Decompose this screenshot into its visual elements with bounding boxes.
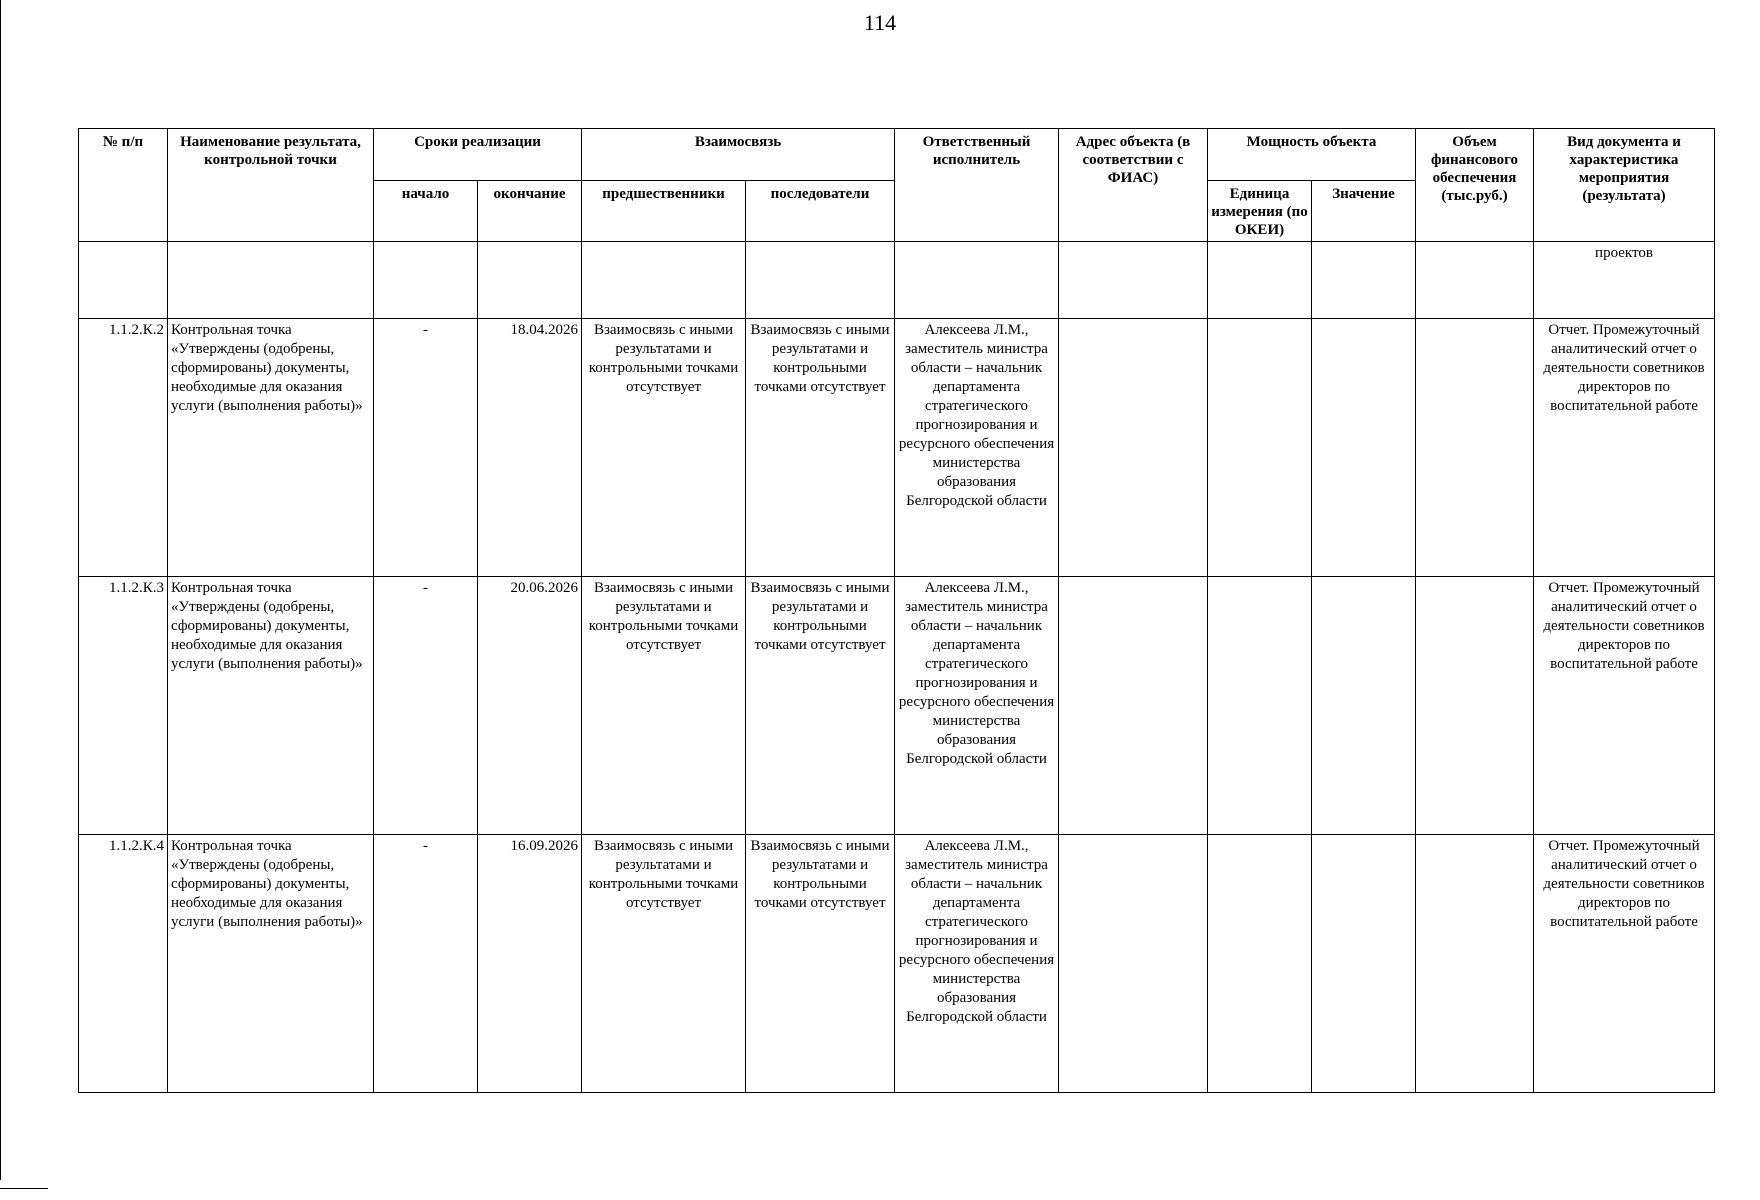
cell-start: -	[374, 319, 478, 577]
cell-successors: Взаимосвязь с иными результатами и контрольными точками отсутствует	[746, 835, 895, 1093]
cell-unit	[1208, 319, 1312, 577]
cell-address	[1059, 835, 1208, 1093]
carry-cell-address	[1059, 242, 1208, 319]
col-header-doc-type: Вид документа и характеристика мероприятия (результата)	[1534, 129, 1715, 242]
col-header-predecessors: предшественники	[582, 181, 746, 242]
plan-table	[78, 128, 1715, 1093]
cell-num: 1.1.2.К.2	[79, 319, 168, 577]
cell-start: -	[374, 577, 478, 835]
col-header-address: Адрес объекта (в соответствии с ФИАС)	[1059, 129, 1208, 242]
col-header-value: Значение	[1312, 181, 1416, 242]
carry-cell-doc-type: проектов	[1534, 242, 1715, 319]
carry-cell-unit	[1208, 242, 1312, 319]
cell-end: 20.06.2026	[478, 577, 582, 835]
cell-doc-type: Отчет. Промежуточный аналитический отчет о деятельности советников директоров по воспитательной работе	[1534, 835, 1715, 1093]
col-header-unit: Единица измерения (по ОКЕИ)	[1208, 181, 1312, 242]
col-header-capacity: Мощность объекта	[1208, 129, 1416, 181]
cell-value	[1312, 319, 1416, 577]
table-row	[79, 577, 1715, 835]
cell-successors: Взаимосвязь с иными результатами и контрольными точками отсутствует	[746, 319, 895, 577]
cell-responsible: Алексеева Л.М., заместитель министра области – начальник департамента стратегического прогнозирования и ресурсного обеспечения министерства образования Белгородской области	[895, 319, 1059, 577]
header-row-1	[79, 129, 1715, 181]
table-row	[79, 835, 1715, 1093]
cell-num: 1.1.2.К.3	[79, 577, 168, 835]
col-header-end: окончание	[478, 181, 582, 242]
col-header-relation: Взаимосвязь	[582, 129, 895, 181]
cell-address	[1059, 577, 1208, 835]
cell-unit	[1208, 577, 1312, 835]
col-header-num: № п/п	[79, 129, 168, 242]
cell-end: 16.09.2026	[478, 835, 582, 1093]
cell-name: Контрольная точка «Утверждены (одобрены, сформированы) документы, необходимые для оказания услуги (выполнения работы)»	[168, 577, 374, 835]
cell-responsible: Алексеева Л.М., заместитель министра области – начальник департамента стратегического прогнозирования и ресурсного обеспечения министерства образования Белгородской области	[895, 835, 1059, 1093]
cell-unit	[1208, 835, 1312, 1093]
col-header-successors: последователи	[746, 181, 895, 242]
carry-cell-successors	[746, 242, 895, 319]
cell-name: Контрольная точка «Утверждены (одобрены, сформированы) документы, необходимые для оказания услуги (выполнения работы)»	[168, 835, 374, 1093]
scan-edge-mark-bottom	[0, 1188, 48, 1189]
cell-start: -	[374, 835, 478, 1093]
carry-cell-predecessors	[582, 242, 746, 319]
carry-cell-value	[1312, 242, 1416, 319]
cell-value	[1312, 577, 1416, 835]
cell-finance	[1416, 319, 1534, 577]
carry-cell-num	[79, 242, 168, 319]
cell-doc-type: Отчет. Промежуточный аналитический отчет о деятельности советников директоров по воспитательной работе	[1534, 319, 1715, 577]
carry-cell-name	[168, 242, 374, 319]
cell-value	[1312, 835, 1416, 1093]
carry-cell-responsible	[895, 242, 1059, 319]
cell-successors: Взаимосвязь с иными результатами и контрольными точками отсутствует	[746, 577, 895, 835]
cell-predecessors: Взаимосвязь с иными результатами и контрольными точками отсутствует	[582, 319, 746, 577]
cell-predecessors: Взаимосвязь с иными результатами и контрольными точками отсутствует	[582, 577, 746, 835]
page-number: 114	[863, 10, 897, 35]
cell-num: 1.1.2.К.4	[79, 835, 168, 1093]
cell-end: 18.04.2026	[478, 319, 582, 577]
col-header-responsible: Ответственный исполнитель	[895, 129, 1059, 242]
carry-cell-end	[478, 242, 582, 319]
scan-edge-line	[0, 0, 1, 1180]
col-header-start: начало	[374, 181, 478, 242]
col-header-terms: Сроки реализации	[374, 129, 582, 181]
cell-name: Контрольная точка «Утверждены (одобрены, сформированы) документы, необходимые для оказания услуги (выполнения работы)»	[168, 319, 374, 577]
cell-finance	[1416, 835, 1534, 1093]
carry-cell-finance	[1416, 242, 1534, 319]
table-row	[79, 319, 1715, 577]
cell-predecessors: Взаимосвязь с иными результатами и контрольными точками отсутствует	[582, 835, 746, 1093]
col-header-name: Наименование результата, контрольной точки	[168, 129, 374, 242]
col-header-finance: Объем финансового обеспечения (тыс.руб.)	[1416, 129, 1534, 242]
cell-finance	[1416, 577, 1534, 835]
cell-doc-type: Отчет. Промежуточный аналитический отчет о деятельности советников директоров по воспитательной работе	[1534, 577, 1715, 835]
carry-cell-start	[374, 242, 478, 319]
carryover-row	[79, 242, 1715, 319]
cell-address	[1059, 319, 1208, 577]
cell-responsible: Алексеева Л.М., заместитель министра области – начальник департамента стратегического прогнозирования и ресурсного обеспечения министерства образования Белгородской области	[895, 577, 1059, 835]
